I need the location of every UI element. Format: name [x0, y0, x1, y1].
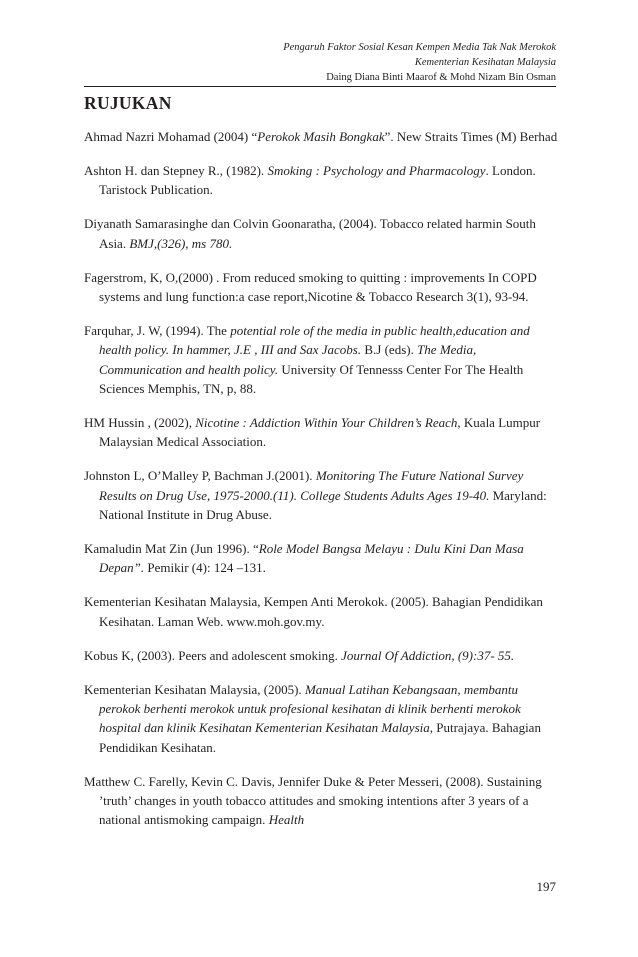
- reference-italic-text: Manual Latihan Kebangsaan, membantu perokok berhenti merokok untuk profesional kesihatan di klinik berhenti merokok hospital dan klinik Kesihatan Kementerian Kesihatan Malaysia,: [99, 681, 521, 736]
- reference-text: HM Hussin , (2002),: [84, 414, 196, 430]
- reference-entry: [84, 127, 558, 146]
- reference-italic-text: Nicotine : Addiction Within Your Children’s Reach: [195, 414, 458, 430]
- reference-entry: [84, 268, 558, 307]
- reference-text: Pemikir (4): 124 –131.: [144, 560, 266, 576]
- reference-italic-text: Journal Of Addiction, (9):37- 55.: [341, 647, 515, 663]
- reference-entry: [84, 214, 558, 253]
- header-rule: [84, 86, 556, 87]
- reference-italic-text: Perokok Masih Bongkak: [257, 129, 385, 144]
- reference-text: University Of Tennesss Center For The Health Sciences Memphis, TN, p, 88.: [99, 361, 524, 397]
- reference-text: ”. New Straits Times (M) Berhad: [384, 129, 558, 144]
- section-title: RUJUKAN: [84, 93, 172, 113]
- reference-entry: [84, 539, 558, 578]
- reference-entry: [84, 321, 558, 399]
- reference-text: , Kuala Lumpur Malaysian Medical Association.: [99, 414, 541, 450]
- reference-italic-text: Role Model Bangsa Melayu : Dulu Kini Dan Masa Depan”.: [99, 541, 524, 576]
- reference-entry: [84, 646, 558, 665]
- reference-entry: [84, 413, 558, 452]
- reference-text: Matthew C. Farelly, Kevin C. Davis, Jennifer Duke & Peter Messeri, (2008). Sustaining ’truth’ changes in youth tobacco attitudes and smoking intentions after 3 years of a national antismoking campaign.: [84, 773, 542, 828]
- reference-entry: [84, 466, 558, 524]
- reference-text: Maryland: National Institute in Drug Abuse.: [99, 487, 547, 523]
- reference-list: [84, 127, 558, 844]
- reference-entry: [84, 161, 558, 200]
- reference-entry: [84, 680, 558, 758]
- reference-italic-text: Health: [268, 812, 305, 828]
- reference-text: Ashton H. dan Stepney R., (1982).: [84, 162, 268, 178]
- reference-text: Fagerstrom, K, O,(2000) . From reduced smoking to quitting : improvements In COPD systems and lung function:a case report,Nicotine & Tobacco Research 3(1), 93-94.: [84, 269, 537, 304]
- reference-italic-text: potential role of the media in public health,education and health policy. In hammer, J.E , III and Sax Jacobs.: [99, 322, 530, 358]
- reference-italic-text: BMJ,(326), ms 780.: [129, 235, 233, 251]
- reference-text: Putrajaya. Bahagian Pendidikan Kesihatan.: [99, 720, 541, 755]
- reference-text: Kamaludin Mat Zin (Jun 1996). “: [84, 541, 259, 556]
- reference-text: Kementerian Kesihatan Malaysia, (2005).: [84, 681, 305, 697]
- reference-text: B.J (eds).: [361, 342, 418, 358]
- reference-italic-text: Monitoring The Future National Survey Results on Drug Use, 1975-2000.(11). College Students Adults Ages 19-40.: [99, 468, 524, 503]
- reference-text: Farquhar, J. W, (1994). The: [84, 322, 231, 338]
- reference-text: Diyanath Samarasinghe dan Colvin Goonaratha, (2004). Tobacco related harmin South Asia.: [84, 216, 536, 251]
- reference-italic-text: Smoking : Psychology and Pharmacology: [267, 162, 486, 178]
- reference-text: Johnston L, O’Malley P, Bachman J.(2001).: [84, 468, 316, 484]
- reference-text: . London. Taristock Publication.: [99, 162, 536, 198]
- page-number: 197: [536, 879, 556, 894]
- reference-entry: [84, 772, 558, 830]
- header-institution: Kementerian Kesihatan Malaysia: [414, 57, 556, 68]
- reference-text: Kobus K, (2003). Peers and adolescent smoking.: [84, 647, 342, 663]
- running-header: [283, 40, 556, 85]
- reference-text: Kementerian Kesihatan Malaysia, Kempen Anti Merokok. (2005). Bahagian Pendidikan Kesihatan. Laman Web. www.moh.gov.my.: [84, 594, 543, 629]
- reference-italic-text: The Media, Communication and health policy.: [99, 342, 477, 377]
- header-authors: Daing Diana Binti Maarof & Mohd Nizam Bin Osman: [326, 72, 556, 83]
- reference-text: Ahmad Nazri Mohamad (2004) “: [84, 129, 258, 144]
- reference-entry: [84, 592, 558, 631]
- header-title: Pengaruh Faktor Sosial Kesan Kempen Media Tak Nak Merokok: [283, 42, 556, 53]
